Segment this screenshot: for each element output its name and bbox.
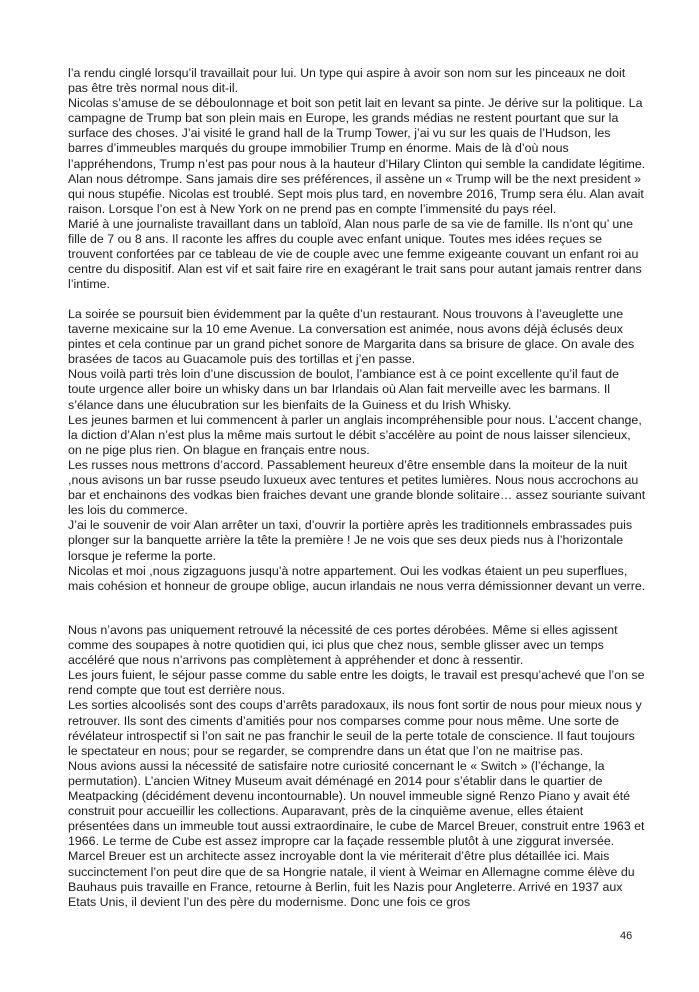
paragraph: Les sorties alcoolisés sont des coups d’arrêts paradoxaux, ils nous font sortir de nous pour mieux nous y retrouver. Ils sont des ciments d’amitiés pour nos comparses comme pour nous même. Une sorte de révélateur introspectif si l’on sait ne pas franchir le seuil de la perte totale de conscience. Il faut toujours le spectateur en nous; pour se regarder, se comprendre dans un état que l’on ne maitrise pas. <box>68 698 642 758</box>
paragraph: Les jeunes barmen et lui commencent à parler un anglais incompréhensible pour nous. L’accent change, la diction d’Alan n’est plus la même mais surtout le débit s’accélère au point de nous laisser silencieux, on ne pige plus rien. On blague en français entre nous. <box>68 412 642 457</box>
paragraph: Les jours fuient, le séjour passe comme du sable entre les doigts, le travail est presqu’achevé que l’on se rend compte que tout est derrière nous. <box>68 668 645 698</box>
paragraph: l’a rendu cinglé lorsqu’il travaillait pour lui. Un type qui aspire à avoir son nom sur les pinceaux ne doit pas être très normal nous dit-il. <box>68 66 626 96</box>
paragraph: Marié à une journaliste travaillant dans un tabloïd, Alan nous parle de sa vie de famille. Ils n’ont qu’ une fille de 7 ou 8 ans. Il raconte les affres du couple avec enfant unique. Toutes mes idées reçues se trouvent confortées par ce tableau de vie de couple avec une femme exigeante couvant un enfant roi au centre du dispositif. Alan est vif et sait faire rire en exagérant le trait sans pour autant jamais rentrer dans l’intime. <box>68 216 642 292</box>
paragraph: Les russes nous mettrons d’accord. Passablement heureux d’être ensemble dans la moiteur de la nuit ,nous avisons un bar russe pseudo luxueux avec tentures et petites lumières. Nous nous accrochons au bar et enchainons des vodkas bien fraiches devant une grande blonde solitaire… assez souriante suivant les lois du commerce. <box>68 457 646 518</box>
paragraph: J’ai le souvenir de voir Alan arrêter un taxi, d’ouvrir la portière après les traditionnels embrassades puis plonger sur la banquette arrière la tête la première ! Je ne vois que ses deux pieds nus à l’horizontale lorsque je referme la porte. <box>68 518 633 563</box>
paragraph: Nicolas et moi ,nous zigzaguons jusqu’à notre appartement. Oui les vodkas étaient un peu superflues, mais cohésion et honneur de groupe oblige, aucun irlandais ne nous verra démissionner devant un verre. <box>68 563 646 593</box>
paragraph: Nous avions aussi la nécessité de satisfaire notre curiosité concernant le « Switch » (l’échange, la permutation). L’ancien Witney Museum avait déménagé en 2014 pour s’établir dans le quartier de Meatpacking (décidément devenu incontournable). Un nouvel immeuble signé Renzo Piano y avait été construit pour accueillir les collections. Auparavant, près de la cinquième avenue, elles étaient présentées dans un immeuble tout aussi extraordinaire, le cube de Marcel Breuer, construit entre 1963 et 1966. Le terme de Cube est assez impropre car la façade ressemble plutôt à une ziggurat inversée. <box>68 758 645 849</box>
text-section-2 <box>68 307 646 594</box>
paragraph: Nous n’avons pas uniquement retrouvé la nécessité de ces portes dérobées. Même si elles agissent comme des soupapes à notre quotidien qui, ici plus que chez nous, semble glisser avec un temps accéléré que nous n’arrivons pas complètement à appréhender et donc à ressentir. <box>68 623 618 668</box>
paragraph: Marcel Breuer est un architecte assez incroyable dont la vie mériterait d’être plus détaillée ici. Mais succinctement l’on peut dire que de sa Hongrie natale, il vient à Weimar en Allemagne comme élève du Bauhaus puis travaille en France, retourne à Berlin, fuit les Nazis pour Angleterre. Arrivé en 1937 aux Etats Unis, il devient l’un des père du modernisme. Donc une fois ce gros <box>68 849 635 909</box>
paragraph: La soirée se poursuit bien évidemment par la quête d’un restaurant. Nous trouvons à l’aveuglette une taverne mexicaine sur la 10 eme Avenue. La conversation est animée, nous avons déjà éclusés deux pintes et cela continue par un grand pichet sonore de Margarita dans sa brisure de glace. On avale des brasées de tacos au Guacamole puis des tortillas et j’en passe. <box>68 307 635 367</box>
paragraph: Nous voilà parti très loin d’une discussion de boulot, l’ambiance est à ce point excellente qu’il faut de toute urgence aller boire un whisky dans un bar Irlandais où Alan fait merveille avec les barmans. Il s’élance dans une élucubration sur les bienfaits de la Guiness et du Irish Whisky. <box>68 367 620 412</box>
text-section-1 <box>68 66 646 292</box>
text-section-3 <box>68 623 646 910</box>
paragraph: Nicolas s’amuse de se déboulonnage et boit son petit lait en levant sa pinte. Je dérive sur la politique. La campagne de Trump bat son plein mais en Europe, les grands médias ne restent pourtant que sur la surface des choses. J’ai visité le grand hall de la Trump Tower, j’ai vu sur les quais de l’Hudson, les barres d’immeubles marqués du groupe immobilier Trump en énorme. Mais de là d’où nous l’appréhendons, Trump n’est pas pour nous à la hauteur d’Hilary Clinton qui semble la candidate légitime. Alan nous détrompe. Sans jamais dire ses préférences, il assène un « Trump will be the next president » qui nous stupéfie. Nicolas est troublé. Sept mois plus tard, en novembre 2016, Trump sera élu. Alan avait raison. Lorsque l’on est à New York on ne prend pas en compte l’immensité du pays réel. <box>68 96 646 216</box>
page-number: 46 <box>620 930 633 942</box>
